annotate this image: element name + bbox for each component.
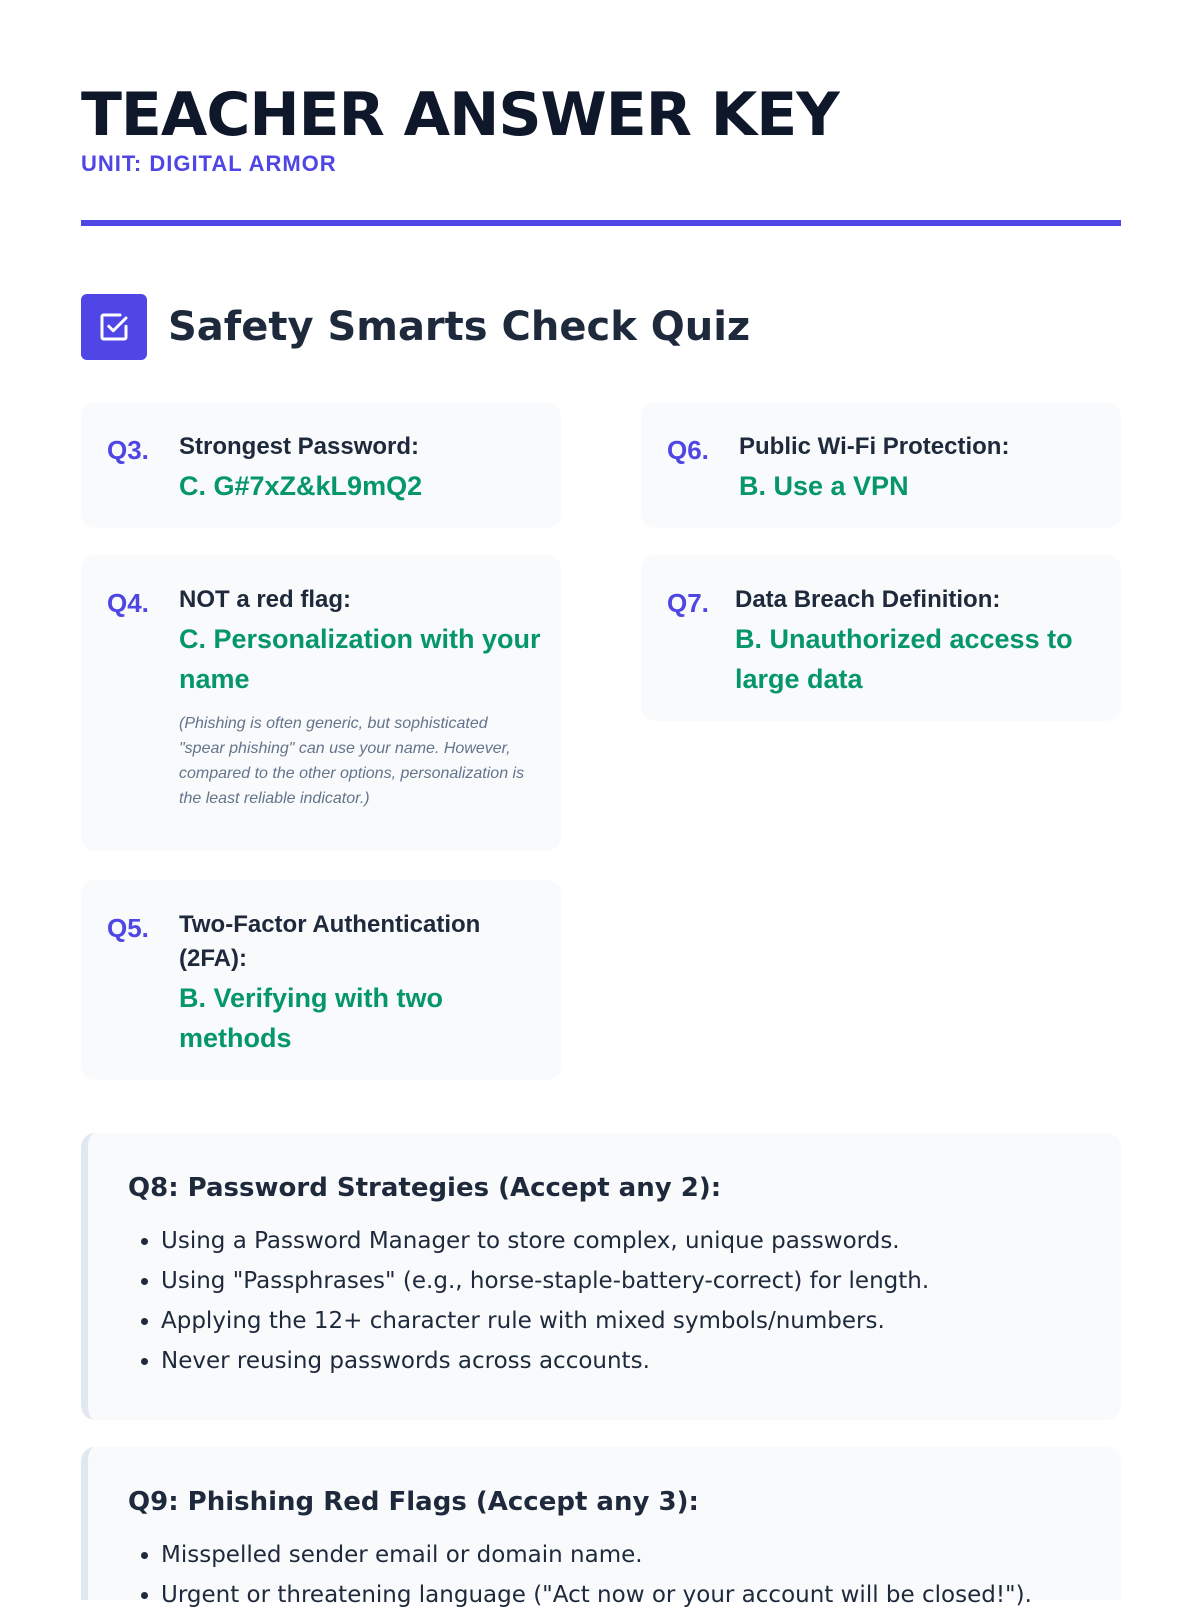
checkbox-icon	[81, 294, 147, 360]
question-label: NOT a red flag:	[179, 586, 352, 613]
section-title: Safety Smarts Check Quiz	[168, 304, 751, 350]
question-card-q3	[81, 402, 561, 528]
question-card-q5	[81, 880, 561, 1080]
list-item: • Using a Password Manager to store complex, unique passwords.	[161, 1221, 1081, 1261]
strategy-list	[128, 1221, 1081, 1381]
question-number: Q6.	[667, 435, 709, 465]
question-number: Q7.	[667, 588, 709, 618]
unit-subtitle: UNIT: DIGITAL ARMOR	[81, 151, 337, 176]
question-card-q6	[641, 402, 1121, 528]
strategy-title: Q8: Password Strategies (Accept any 2):	[128, 1173, 722, 1203]
red-flag-list	[128, 1535, 1081, 1615]
quiz-section-header	[81, 294, 750, 360]
question-card-q4	[81, 555, 561, 851]
question-label: Strongest Password:	[179, 433, 420, 460]
question-number: Q3.	[107, 435, 149, 465]
header-divider	[81, 220, 1121, 226]
question-label: Two-Factor Authentication (2FA):	[179, 911, 481, 972]
q8-password-strategies	[81, 1133, 1121, 1420]
question-card-q7	[641, 555, 1121, 721]
list-item: • Misspelled sender email or domain name.	[161, 1535, 1081, 1575]
correct-answer: C. Personalization with your name	[179, 624, 541, 694]
list-item: • Using "Passphrases" (e.g., horse-staple-battery-correct) for length.	[161, 1261, 1081, 1301]
correct-answer: C. G#7xZ&kL9mQ2	[179, 471, 423, 501]
question-number: Q5.	[107, 913, 149, 943]
list-item: • Applying the 12+ character rule with mixed symbols/numbers.	[161, 1301, 1081, 1341]
question-label: Public Wi-Fi Protection:	[739, 433, 1010, 460]
list-item: • Never reusing passwords across accounts.	[161, 1341, 1081, 1381]
question-label: Data Breach Definition:	[735, 586, 1001, 613]
answer-note: (Phishing is often generic, but sophisticated "spear phishing" can use your name. However, compared to the other options, personalization is the least reliable indicator.)	[179, 715, 525, 807]
strategy-title: Q9: Phishing Red Flags (Accept any 3):	[128, 1487, 699, 1517]
list-item: • Urgent or threatening language ("Act now or your account will be closed!").	[161, 1575, 1081, 1615]
q9-phishing-red-flags	[81, 1447, 1121, 1608]
correct-answer: B. Use a VPN	[739, 471, 909, 501]
correct-answer: B. Unauthorized access to large data	[735, 624, 1073, 694]
correct-answer: B. Verifying with two methods	[179, 983, 444, 1053]
page-title: TEACHER ANSWER KEY	[81, 80, 839, 150]
question-number: Q4.	[107, 588, 149, 618]
